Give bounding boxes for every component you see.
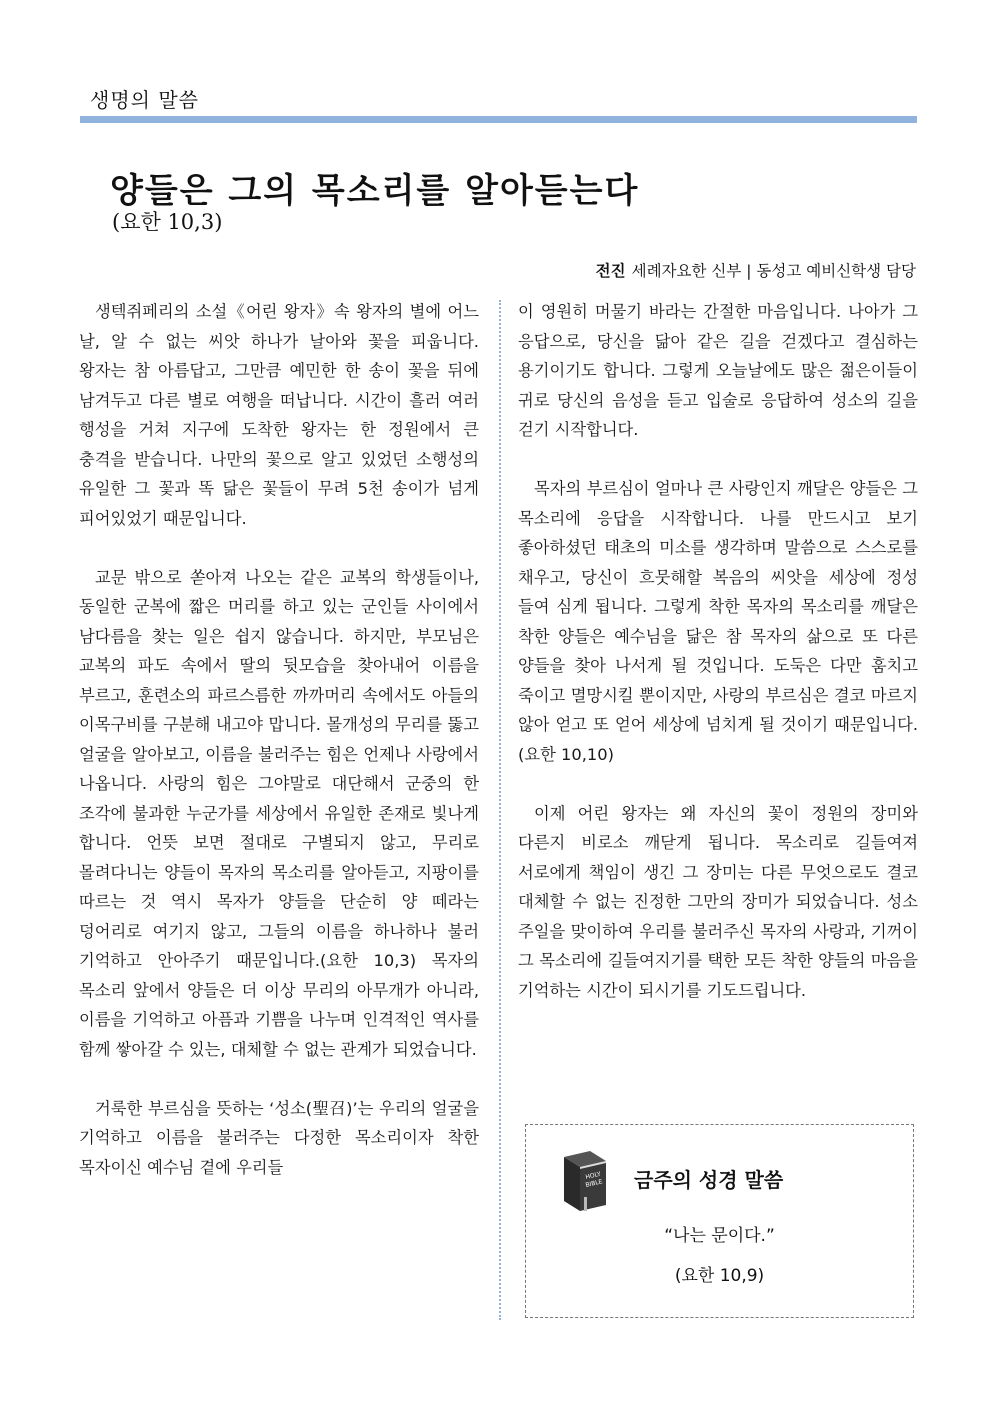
verse-heading: 금주의 성경 말씀 xyxy=(634,1168,784,1192)
bible-icon-text: BIBLE xyxy=(584,1178,604,1189)
article-title: 양들은 그의 목소리를 알아듣는다 xyxy=(110,171,640,211)
author-role: 세례자요한 신부 | 동성고 예비신학생 담당 xyxy=(631,262,916,280)
left-column xyxy=(79,297,479,1212)
right-column xyxy=(518,297,918,1035)
section-rule xyxy=(80,116,917,123)
verse-reference: (요한 10,9) xyxy=(674,1266,765,1286)
weekly-verse-box xyxy=(525,1124,914,1318)
paragraph: 교문 밖으로 쏟아져 나오는 같은 교복의 학생들이나, 동일한 군복에 짧은 머리를 하고 있는 군인들 사이에서 남다름을 찾는 일은 쉽지 않습니다. 하지만, 부모님은 교복의 파도 속에서 딸의 뒷모습을 찾아내어 이름을 부르고, 훈련소의 파르스름한 까까머리 속에서도 아들의 이목구비를 구분해 내고야 맙니다. 몰개성의 무리를 뚫고 얼굴을 알아보고, 이름을 불러주는 힘은 언제나 사랑에서 나옵니다. 사랑의 힘은 그야말로 대단해서 군중의 한 조각에 불과한 누군가를 세상에서 유일한 존재로 빛나게 합니다. 언뜻 보면 절대로 구별되지 않고, 무리로 몰려다니는 양들이 목자의 목소리를 알아듣고, 지팡이를 따르는 것 역시 목자가 양들을 단순히 양 떼라는 덩어리로 여기지 않고, 그들의 이름을 하나하나 불러 기억하고 안아주기 때문입니다.(요한 10,3) 목자의 목소리 앞에서 양들은 더 이상 무리의 아무개가 아니라, 이름을 기억하고 아픔과 기쁨을 나누며 인격적인 역사를 함께 쌓아갈 수 있는, 대체할 수 없는 관계가 되었습니다. xyxy=(79,567,479,1059)
paragraph: 목자의 부르심이 얼마나 큰 사랑인지 깨달은 양들은 그 목소리에 응답을 시작합니다. 나를 만드시고 보기 좋아하셨던 태초의 미소를 생각하며 말씀으로 스스로를 채우고, 당신이 흐뭇해할 복음의 씨앗을 세상에 정성 들여 심게 됩니다. 그렇게 착한 목자의 목소리를 깨달은 착한 양들은 예수님을 닮은 참 목자의 삶으로 또 다른 양들을 찾아 나서게 될 것입니다. 도둑은 다만 훔치고 죽이고 멸망시킬 뿐이지만, 사랑의 부르심은 결코 마르지 않아 얻고 또 얻어 세상에 넘치게 될 것이기 때문입니다.(요한 10,10) xyxy=(518,479,918,764)
byline xyxy=(596,259,916,281)
bible-icon xyxy=(556,1149,612,1213)
column-divider xyxy=(499,300,501,1320)
paragraph: 생텍쥐페리의 소설《어린 왕자》속 왕자의 별에 어느 날, 알 수 없는 씨앗 하나가 날아와 꽃을 피웁니다. 왕자는 참 아름답고, 그만큼 예민한 한 송이 꽃을 뒤에 남겨두고 다른 별로 여행을 떠납니다. 시간이 흘러 여러 행성을 거쳐 지구에 도착한 왕자는 한 정원에서 큰 충격을 받습니다. 나만의 꽃으로 알고 있었던 소행성의 유일한 그 꽃과 똑 닮은 꽃들이 무려 5천 송이가 넘게 피어있었기 때문입니다. xyxy=(79,302,479,528)
verse-quote: “나는 문이다.” xyxy=(664,1226,775,1246)
paragraph: 이 영원히 머물기 바라는 간절한 마음입니다. 나아가 그 응답으로, 당신을 닮아 같은 길을 걷겠다고 결심하는 용기이기도 합니다. 그렇게 오늘날에도 많은 젊은이들이 귀로 당신의 음성을 듣고 입술로 응답하여 성소의 길을 걷기 시작합니다. xyxy=(518,302,918,439)
article-subtitle: (요한 10,3) xyxy=(112,210,223,234)
section-label: 생명의 말씀 xyxy=(90,88,199,112)
author-name: 전진 xyxy=(595,262,626,280)
paragraph: 거룩한 부르심을 뜻하는 ‘성소(聖召)’는 우리의 얼굴을 기억하고 이름을 불러주는 다정한 목소리이자 착한 목자이신 예수님 곁에 우리들 xyxy=(79,1098,479,1177)
paragraph: 이제 어린 왕자는 왜 자신의 꽃이 정원의 장미와 다른지 비로소 깨닫게 됩니다. 목소리로 길들여져 서로에게 책임이 생긴 그 장미는 다른 무엇으로도 결코 대체할 수 없는 진정한 그만의 장미가 되었습니다. 성소 주일을 맞이하여 우리를 불러주신 목자의 사랑과, 기꺼이 그 목소리에 길들여지기를 택한 모든 착한 양들의 마음을 기억하는 시간이 되시기를 기도드립니다. xyxy=(518,803,918,1000)
bible-icon-text: HOLY xyxy=(584,1170,602,1181)
